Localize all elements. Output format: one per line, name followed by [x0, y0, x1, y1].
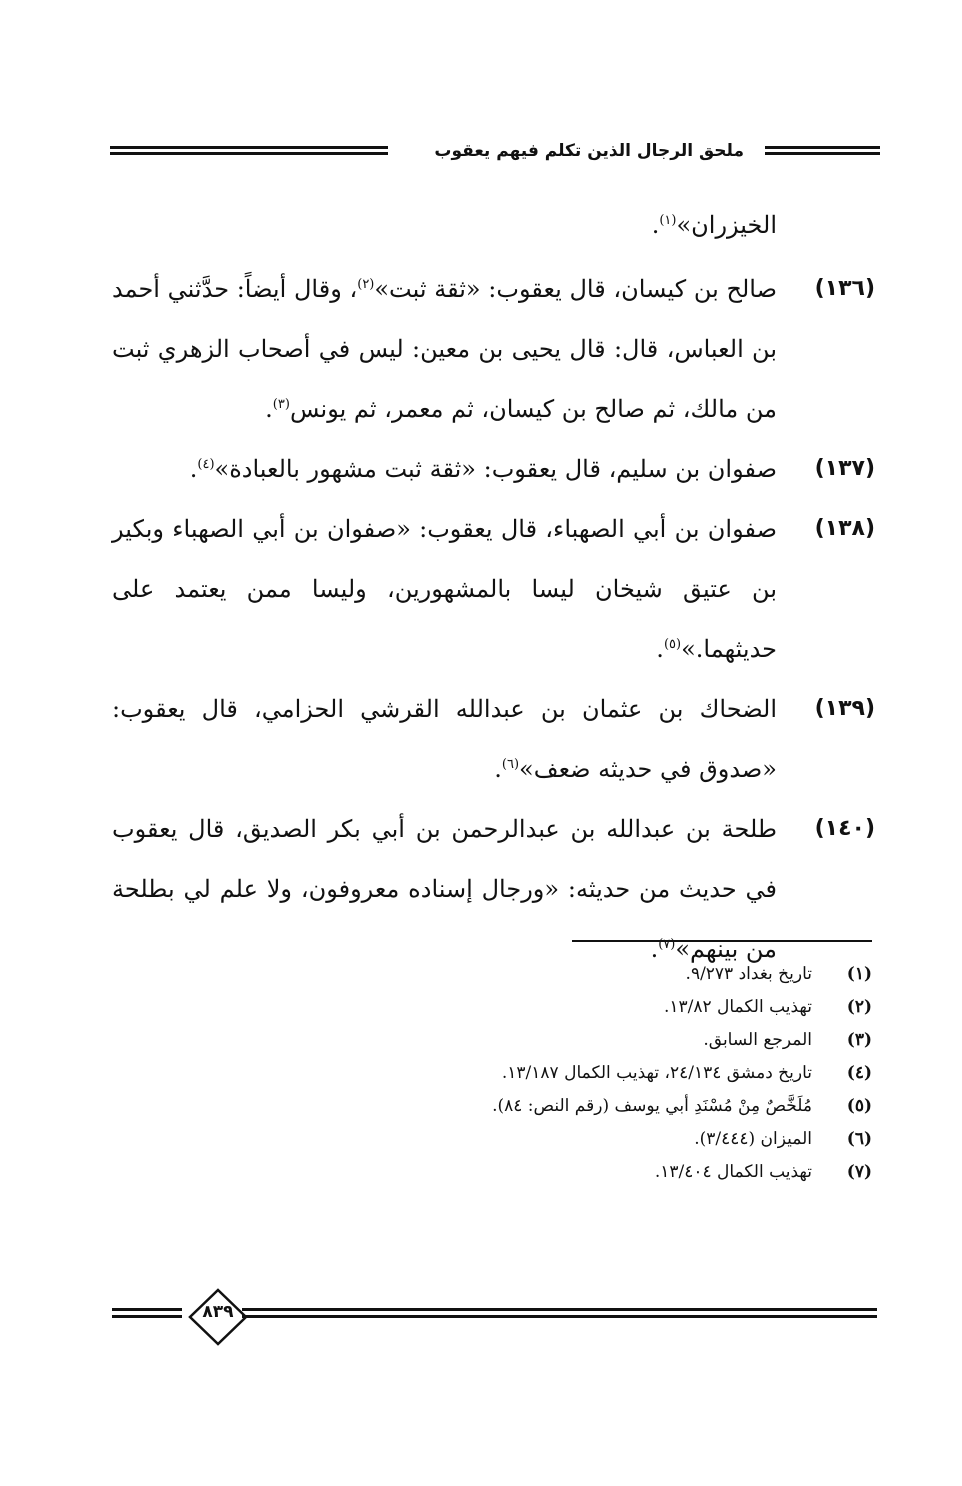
continued-line: الخيزران»$^{(١)}$.	[651, 211, 777, 239]
entry-140	[112, 799, 877, 979]
entry-number: (١٣٨)	[814, 516, 875, 541]
footnote-7	[300, 1156, 872, 1189]
footnote-number: (٣)	[846, 1030, 872, 1050]
footnote-ref[interactable]: (١)	[659, 213, 677, 228]
footnote-ref[interactable]: (٢)	[357, 277, 375, 292]
footer-rule-right	[242, 1308, 877, 1318]
entry-text: صفوان بن سليم، قال يعقوب: «ثقة ثبت مشهور بالعبادة»$^{(٤)}$.	[189, 455, 777, 483]
footnote-number: (٢)	[846, 997, 872, 1017]
footnote-2	[300, 991, 872, 1024]
entry-text: صفوان بن أبي الصهباء، قال يعقوب: «صفوان بن أبي الصهباء وبكير بن عتيق شيخان ليسا بالمشهورين، وليسا ممن يعتمد على حديثهما.»$^{(٥)}$.	[112, 515, 777, 663]
footnote-number: (٥)	[846, 1096, 872, 1116]
entries-body	[112, 195, 877, 979]
page-number: ٨٣٩	[202, 1302, 234, 1322]
header-rule-left	[110, 146, 388, 155]
footnote-number: (٦)	[846, 1129, 872, 1149]
footer-rule-left	[112, 1308, 182, 1318]
entry-138	[112, 499, 877, 679]
footnote-number: (٧)	[846, 1162, 872, 1182]
footnote-5	[300, 1090, 872, 1123]
footnote-text: تاريخ دمشق ٢٤/١٣٤، تهذيب الكمال ١٣/١٨٧.	[501, 1063, 812, 1083]
footnote-ref[interactable]: (٧)	[658, 937, 676, 952]
header-rule-right	[765, 146, 880, 155]
entry-number: (١٣٧)	[814, 456, 875, 481]
footnote-separator	[572, 940, 872, 942]
footnote-text: تهذيب الكمال ١٣/٨٢.	[663, 997, 812, 1017]
footnote-4	[300, 1057, 872, 1090]
page-footer	[112, 1288, 877, 1346]
entry-text: صالح بن كيسان، قال يعقوب: «ثقة ثبت»$^{(٢)}$، وقال أيضاً: حدَّثني أحمد بن العباس، قال: قال يحيى بن معين: ليس في أصحاب الزهري ثبت من مالك، ثم صالح بن كيسان، ثم معمر، ثم يونس$^{(٣)}$.	[112, 275, 777, 423]
footnote-text: الميزان (٣/٤٤٤).	[694, 1129, 812, 1149]
entry-text: الضحاك بن عثمان بن عبدالله القرشي الحزامي، قال يعقوب: «صدوق في حديثه ضعف»$^{(٦)}$.	[112, 695, 777, 783]
footnote-text: تاريخ بغداد ٩/٢٧٣.	[685, 964, 812, 984]
entry-139	[112, 679, 877, 799]
footnote-ref[interactable]: (٥)	[663, 637, 682, 652]
footnote-text: مُلَخَّصٌ مِنْ مُسْنَدِ أبي يوسف (رقم النص: ٨٤).	[492, 1096, 812, 1116]
footnote-1	[300, 958, 872, 991]
footnote-3	[300, 1024, 872, 1057]
footnote-number: (٤)	[846, 1063, 872, 1083]
entry-number: (١٣٩)	[814, 696, 875, 721]
entry-text: طلحة بن عبدالله بن عبدالرحمن بن أبي بكر الصديق، قال يعقوب في حديث من حديثه: «ورجال إسناده معروفون، ولا علم لي بطلحة من بينهم»$^{(٧)}$.	[112, 815, 777, 963]
running-header	[110, 136, 880, 166]
footnote-ref[interactable]: (٤)	[197, 457, 215, 472]
header-title: ملحق الرجال الذين تكلم فيهم يعقوب	[426, 136, 752, 166]
entry-137	[112, 439, 877, 499]
entry-136	[112, 259, 877, 439]
entry-number: (١٤٠)	[814, 816, 875, 841]
footnote-6	[300, 1123, 872, 1156]
footnote-number: (١)	[846, 964, 872, 984]
footnote-text: المرجع السابق.	[703, 1030, 812, 1050]
footnotes	[300, 958, 872, 1189]
footnote-text: تهذيب الكمال ١٣/٤٠٤.	[654, 1162, 812, 1182]
footnote-ref[interactable]: (٣)	[272, 397, 290, 412]
entry-number: (١٣٦)	[814, 276, 875, 301]
footnote-ref[interactable]: (٦)	[501, 757, 520, 772]
